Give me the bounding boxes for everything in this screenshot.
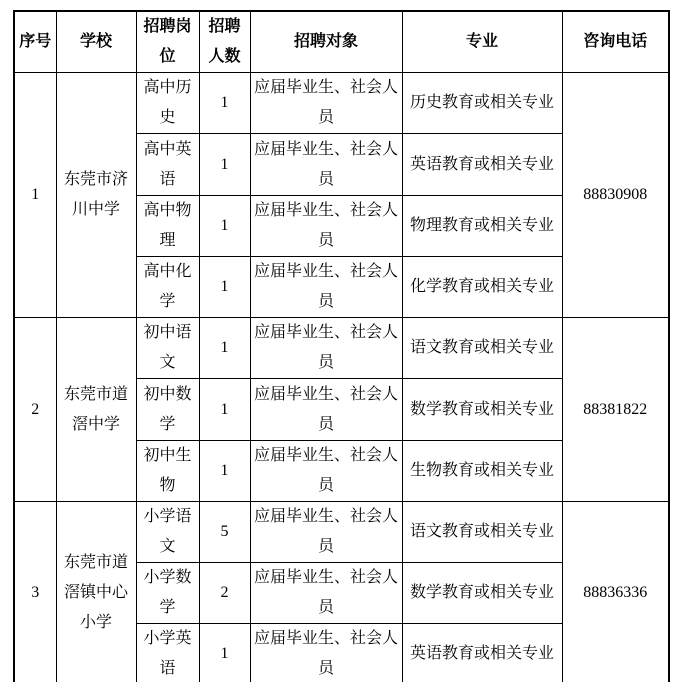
count-cell: 1 [199, 134, 250, 196]
position-cell: 高中历史 [136, 73, 199, 134]
position-cell: 初中数学 [136, 379, 199, 441]
seq-cell: 3 [14, 502, 56, 682]
col-header-target: 招聘对象 [250, 11, 402, 73]
col-header-major: 专业 [402, 11, 562, 73]
major-cell: 英语教育或相关专业 [402, 624, 562, 682]
major-cell: 生物教育或相关专业 [402, 441, 562, 502]
position-cell: 初中语文 [136, 318, 199, 379]
position-cell: 小学英语 [136, 624, 199, 682]
col-header-phone: 咨询电话 [562, 11, 669, 73]
col-header-position: 招聘岗位 [136, 11, 199, 73]
table-row [14, 318, 669, 379]
major-cell: 数学教育或相关专业 [402, 563, 562, 624]
seq-cell: 1 [14, 73, 56, 318]
recruitment-table [13, 10, 670, 682]
header-row [14, 11, 669, 73]
col-header-count: 招聘人数 [199, 11, 250, 73]
major-cell: 化学教育或相关专业 [402, 257, 562, 318]
col-header-seq: 序号 [14, 11, 56, 73]
count-cell: 1 [199, 257, 250, 318]
count-cell: 1 [199, 318, 250, 379]
target-cell: 应届毕业生、社会人员 [250, 624, 402, 682]
count-cell: 1 [199, 441, 250, 502]
position-cell: 高中物理 [136, 196, 199, 257]
count-cell: 1 [199, 196, 250, 257]
target-cell: 应届毕业生、社会人员 [250, 502, 402, 563]
count-cell: 5 [199, 502, 250, 563]
position-cell: 高中英语 [136, 134, 199, 196]
major-cell: 历史教育或相关专业 [402, 73, 562, 134]
position-cell: 初中生物 [136, 441, 199, 502]
target-cell: 应届毕业生、社会人员 [250, 441, 402, 502]
target-cell: 应届毕业生、社会人员 [250, 73, 402, 134]
table-row [14, 73, 669, 134]
target-cell: 应届毕业生、社会人员 [250, 379, 402, 441]
table-row [14, 502, 669, 563]
school-cell: 东莞市道滘镇中心小学 [56, 502, 136, 682]
count-cell: 1 [199, 379, 250, 441]
school-cell: 东莞市道滘中学 [56, 318, 136, 502]
major-cell: 英语教育或相关专业 [402, 134, 562, 196]
major-cell: 物理教育或相关专业 [402, 196, 562, 257]
phone-cell: 88836336 [562, 502, 669, 682]
count-cell: 1 [199, 73, 250, 134]
major-cell: 语文教育或相关专业 [402, 502, 562, 563]
major-cell: 语文教育或相关专业 [402, 318, 562, 379]
target-cell: 应届毕业生、社会人员 [250, 196, 402, 257]
count-cell: 2 [199, 563, 250, 624]
position-cell: 高中化学 [136, 257, 199, 318]
major-cell: 数学教育或相关专业 [402, 379, 562, 441]
position-cell: 小学数学 [136, 563, 199, 624]
count-cell: 1 [199, 624, 250, 682]
phone-cell: 88381822 [562, 318, 669, 502]
position-cell: 小学语文 [136, 502, 199, 563]
col-header-school: 学校 [56, 11, 136, 73]
target-cell: 应届毕业生、社会人员 [250, 134, 402, 196]
target-cell: 应届毕业生、社会人员 [250, 563, 402, 624]
school-cell: 东莞市济川中学 [56, 73, 136, 318]
phone-cell: 88830908 [562, 73, 669, 318]
seq-cell: 2 [14, 318, 56, 502]
target-cell: 应届毕业生、社会人员 [250, 318, 402, 379]
target-cell: 应届毕业生、社会人员 [250, 257, 402, 318]
